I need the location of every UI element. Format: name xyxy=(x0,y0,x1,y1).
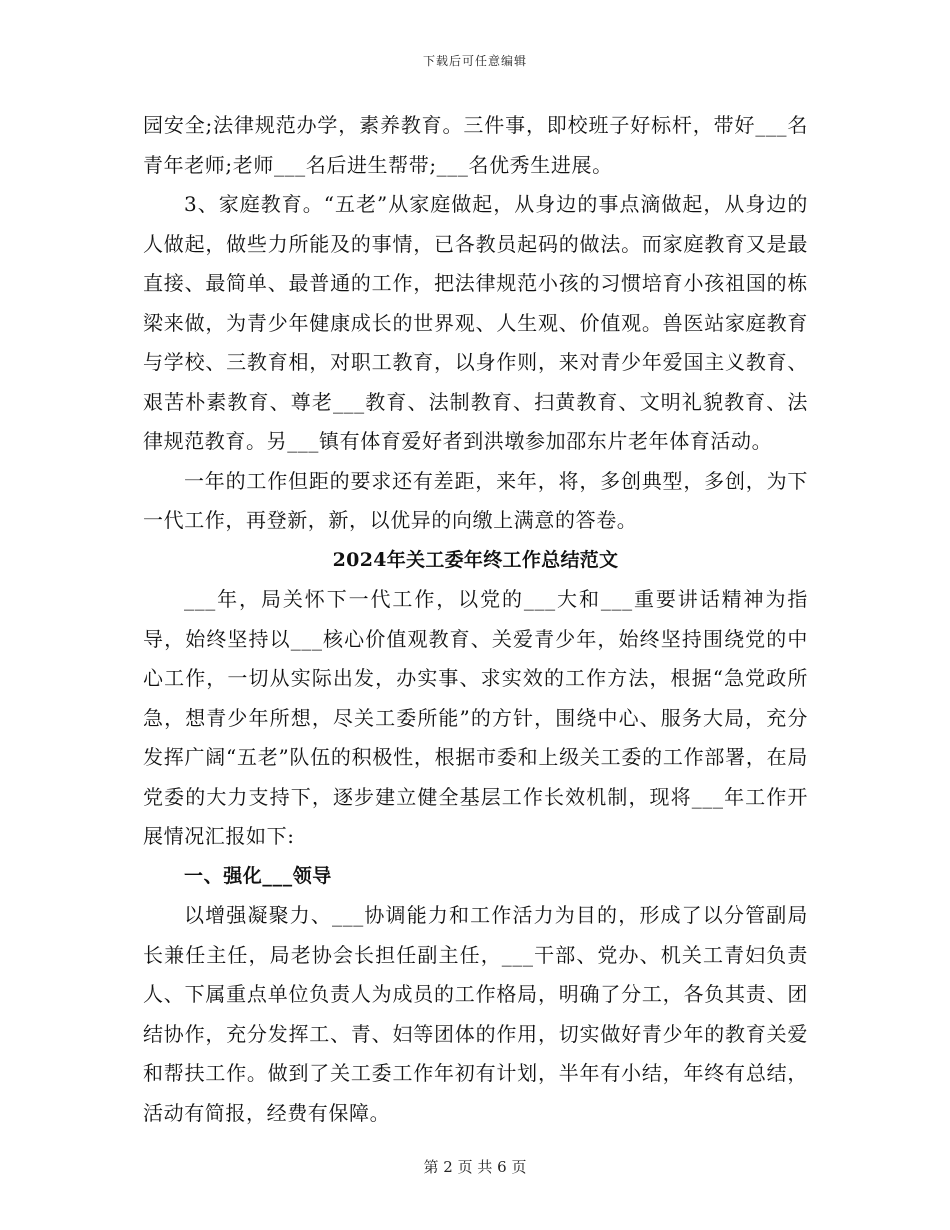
page-header: 下载后可任意编辑 xyxy=(422,54,527,68)
page-footer: 第 2 页 共 6 页 xyxy=(423,1158,527,1176)
paragraph-year-review: 一年的工作但距的要求还有差距，来年，将，多创典型，多创，为下一代工作，再登新，新，以优异的向缴上满意的答卷。 xyxy=(143,468,808,532)
paragraph-intro: ___年，局关怀下一代工作，以党的___大和___重要讲话精神为指导，始终坚持以___核心价值观教育、关爱青少年，始终坚持围绕党的中心工作，一切从实际出发，办实事、求实效的工作方法，根据“急党政所急，想青少年所想，尽关工委所能”的方针，围绕中心、服务大局，充分发挥广阔“五老”队伍的积极性，根据市委和上级关工委的工作部署，在局党委的大力支持下，逐步建立健全基层工作长效机制，现将___年工作开展情况汇报如下: xyxy=(143,587,808,848)
document-body xyxy=(143,106,808,1133)
document-title: 2024年关工委年终工作总结范文 xyxy=(332,548,619,571)
paragraph-leadership: 以增强凝聚力、___协调能力和工作活力为目的，形成了以分管副局长兼任主任，局老协会长担任副主任，___干部、党办、机关工青妇负责人、下属重点单位负责人为成员的工作格局，明确了分工，各负其责、团结协作，充分发挥工、青、妇等团体的作用，切实做好青少年的教育关爱和帮扶工作。做到了关工委工作年初有计划，半年有小结，年终有总结，活动有简报，经费有保障。 xyxy=(143,903,808,1125)
section-heading: 一、强化___领导 xyxy=(184,864,332,887)
paragraph-school-safety: 园安全;法律规范办学，素养教育。三件事，即校班子好标杆，带好___名青年老师;老师___名后进生帮带;___名优秀生进展。 xyxy=(143,113,808,177)
paragraph-family-education: 3、家庭教育。“五老”从家庭做起，从身边的事点滴做起，从身边的人做起，做些力所能及的事情，已各教员起码的做法。而家庭教育又是最直接、最简单、最普通的工作，把法律规范小孩的习惯培育小孩祖国的栋梁来做，为青少年健康成长的世界观、人生观、价值观。兽医站家庭教育与学校、三教育相，对职工教育，以身作则，来对青少年爱国主义教育、艰苦朴素教育、尊老___教育、法制教育、扫黄教育、文明礼貌教育、法律规范教育。另___镇有体育爱好者到洪墩参加邵东片老年体育活动。 xyxy=(143,192,808,453)
